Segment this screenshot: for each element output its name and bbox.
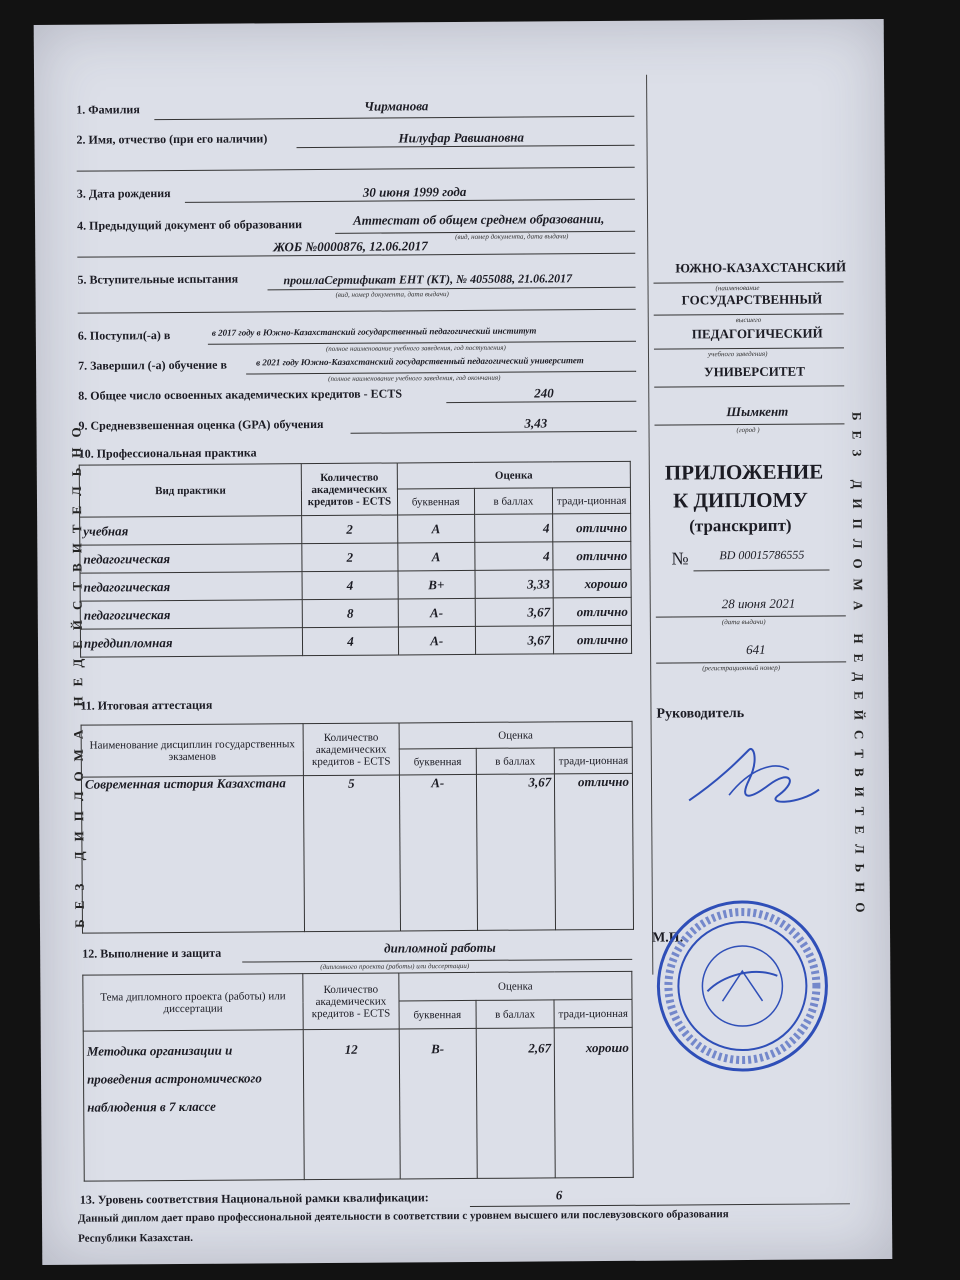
thesis-topic-line-1: Методика организации и — [86, 1042, 233, 1059]
entrance-value: прошлаСертификат ЕНТ (КТ), № 4055088, 21.06.2017 — [283, 271, 573, 288]
practice-type: педагогическая — [80, 572, 302, 602]
col-credits: Количество академических кредитов - ECTS — [301, 463, 397, 516]
reg-number: 641 — [746, 641, 766, 658]
exam-trad: отлично — [555, 773, 634, 930]
university-hint-3: учебного заведения) — [707, 349, 768, 359]
entrance-label: 5. Вступительные испытания — [77, 271, 239, 287]
birth-value: 30 июня 1999 года — [362, 183, 467, 200]
transcript-sheet — [34, 19, 893, 1265]
practice-points: 4 — [474, 542, 553, 571]
practice-type: педагогическая — [80, 544, 302, 574]
practice-points: 4 — [474, 514, 553, 543]
practice-table — [79, 461, 632, 658]
col-thesis-credits: Количество академических кредитов - ECTS — [303, 973, 399, 1030]
exam-letter: A- — [399, 774, 477, 931]
prev-doc-label: 4. Предыдущий документ об образовании — [77, 217, 303, 233]
university-line-1: ЮЖНО-КАЗАХСТАНСКИЙ — [675, 259, 847, 276]
practice-type: преддипломная — [80, 628, 302, 658]
col-thesis-topic: Тема дипломного проекта (работы) или диссертации — [83, 974, 303, 1032]
exam-table — [81, 721, 634, 934]
finished-value: в 2021 году Южно-Казахстанский государственный педагогический университет — [256, 355, 584, 368]
university-line-2: ГОСУДАРСТВЕННЫЙ — [681, 291, 823, 308]
column-divider — [646, 75, 653, 975]
title-line-2: К ДИПЛОМУ — [672, 487, 808, 513]
col-points: в баллах — [474, 488, 553, 515]
city-value: Шымкент — [726, 403, 789, 420]
practice-type: педагогическая — [80, 600, 302, 630]
mp-label: М.П. — [652, 930, 684, 946]
thesis-trad: хорошо — [554, 1027, 633, 1178]
col-exam-credits: Количество академических кредитов - ECTS — [303, 723, 399, 776]
signature — [679, 739, 830, 820]
thesis-topic-line-3: наблюдения в 7 классе — [87, 1098, 216, 1115]
official-stamp — [652, 895, 833, 1076]
title-line-1: ПРИЛОЖЕНИЕ — [664, 459, 824, 485]
practice-letter: A- — [398, 626, 475, 655]
col-traditional: тради-ционная — [553, 487, 631, 514]
practice-credits: 4 — [302, 571, 398, 600]
thesis-table — [82, 971, 633, 1182]
thesis-letter: B- — [399, 1028, 477, 1179]
practice-points: 3,67 — [475, 626, 554, 655]
name-label: 2. Имя, отчество (при его наличии) — [76, 131, 268, 147]
reg-number-hint: (регистрационный номер) — [702, 663, 781, 673]
exam-name: Современная история Казахстана — [81, 776, 304, 934]
city-hint: (город ) — [736, 425, 760, 435]
admitted-label: 6. Поступил(-а) в — [77, 328, 171, 343]
practice-type: учебная — [80, 516, 302, 546]
title-line-3: (транскрипт) — [689, 515, 792, 536]
practice-letter: A — [398, 542, 475, 571]
university-line-4: УНИВЕРСИТЕТ — [704, 363, 805, 380]
practice-trad: отлично — [553, 597, 631, 626]
diploma-number: BD 00015786555 — [719, 547, 805, 563]
gpa-label: 9. Средневзвешенная оценка (GPA) обучения — [78, 416, 324, 433]
thesis-topic — [83, 1030, 304, 1182]
prev-doc-hint: (вид, номер документа, дата выдачи) — [455, 232, 569, 242]
university-hint-2: высшего — [735, 315, 762, 325]
level-note-1: Данный диплом дает право профессиональной деятельности в соответствии с уровнем высшего или послевузовского образования — [77, 1208, 729, 1225]
final-label: 11. Итоговая аттестация — [80, 697, 213, 713]
thesis-points: 2,67 — [476, 1028, 556, 1179]
credits-label: 8. Общее число освоенных академических кредитов - ECTS — [78, 386, 403, 403]
number-label: № — [671, 548, 689, 569]
prev-doc-value-1: Аттестат об общем среднем образовании, — [353, 211, 605, 228]
issue-date: 28 июня 2021 — [721, 595, 796, 612]
admitted-value: в 2017 году в Южно-Казахстанский государственный педагогический институт — [211, 325, 537, 338]
level-note-2: Республики Казахстан. — [78, 1231, 193, 1245]
exam-credits: 5 — [303, 775, 400, 932]
finished-hint: (полное наименование учебного заведения, год окончания) — [328, 373, 501, 383]
practice-row — [80, 625, 631, 657]
practice-label: 10. Профессиональная практика — [78, 445, 257, 461]
practice-letter: A — [397, 514, 474, 543]
practice-credits: 4 — [302, 627, 398, 656]
practice-trad: отлично — [553, 541, 631, 570]
name-value: Нилуфар Равшановна — [398, 129, 525, 146]
gpa-value: 3,43 — [524, 415, 548, 431]
thesis-label: 12. Выполнение и защита — [82, 945, 222, 961]
practice-row — [80, 597, 631, 629]
thesis-row — [83, 1027, 633, 1181]
surname-label: 1. Фамилия — [76, 102, 140, 117]
thesis-hint: (дипломного проекта (работы) или диссертации) — [320, 961, 470, 972]
col-letter: буквенная — [397, 488, 474, 515]
practice-letter: A- — [398, 598, 475, 627]
col-thesis-letter: буквенная — [399, 1000, 476, 1029]
university-hint-1: (наименование — [715, 283, 760, 293]
col-practice-type: Вид практики — [79, 464, 301, 518]
practice-credits: 2 — [302, 543, 398, 572]
exam-points: 3,67 — [476, 774, 556, 931]
university-line-3: ПЕДАГОГИЧЕСКИЙ — [691, 325, 823, 342]
col-exam-grade: Оценка — [399, 721, 632, 749]
level-label: 13. Уровень соответствия Национальной рамки квалификации: — [79, 1190, 429, 1207]
credits-value: 240 — [534, 385, 554, 401]
side-text-left: БЕЗ ДИПЛОМА НЕДЕЙСТВИТЕЛЬНО — [68, 417, 87, 928]
col-exam-traditional: тради-ционная — [554, 747, 632, 774]
finished-label: 7. Завершил (-а) обучение в — [78, 357, 227, 373]
thesis-value: дипломной работы — [384, 939, 496, 956]
practice-credits: 2 — [302, 515, 398, 544]
practice-points: 3,67 — [475, 598, 554, 627]
thesis-credits: 12 — [303, 1029, 400, 1180]
practice-trad: отлично — [554, 625, 632, 654]
issue-date-hint: (дата выдачи) — [721, 617, 766, 627]
practice-row — [80, 569, 631, 601]
head-label: Руководитель — [656, 706, 745, 722]
practice-credits: 8 — [302, 599, 398, 628]
col-grade: Оценка — [397, 461, 630, 489]
entrance-hint: (вид, номер документа, дата выдачи) — [335, 290, 449, 299]
practice-row — [80, 513, 631, 545]
practice-trad: хорошо — [553, 569, 631, 598]
practice-letter: B+ — [398, 570, 475, 599]
col-exam-letter: буквенная — [399, 748, 476, 775]
col-thesis-traditional: тради-ционная — [554, 999, 632, 1028]
col-thesis-points: в баллах — [476, 1000, 555, 1029]
level-value: 6 — [555, 1187, 563, 1203]
col-thesis-grade: Оценка — [399, 971, 632, 1001]
admitted-hint: (полное наименование учебного заведения, год поступления) — [325, 343, 506, 353]
exam-row — [81, 773, 633, 933]
birth-label: 3. Дата рождения — [76, 186, 171, 201]
prev-doc-value-2: ЖОБ №0000876, 12.06.2017 — [273, 238, 428, 255]
surname-value: Чирманова — [364, 98, 429, 114]
practice-trad: отлично — [553, 513, 631, 542]
col-exam-points: в баллах — [476, 748, 555, 775]
thesis-topic-line-2: проведения астрономического — [86, 1070, 262, 1087]
practice-points: 3,33 — [475, 570, 554, 599]
practice-row — [80, 541, 631, 573]
col-exam-name: Наименование дисциплин государственных экзаменов — [81, 724, 303, 778]
side-text-right: БЕЗ ДИПЛОМА НЕДЕЙСТВИТЕЛЬНО — [849, 411, 868, 923]
